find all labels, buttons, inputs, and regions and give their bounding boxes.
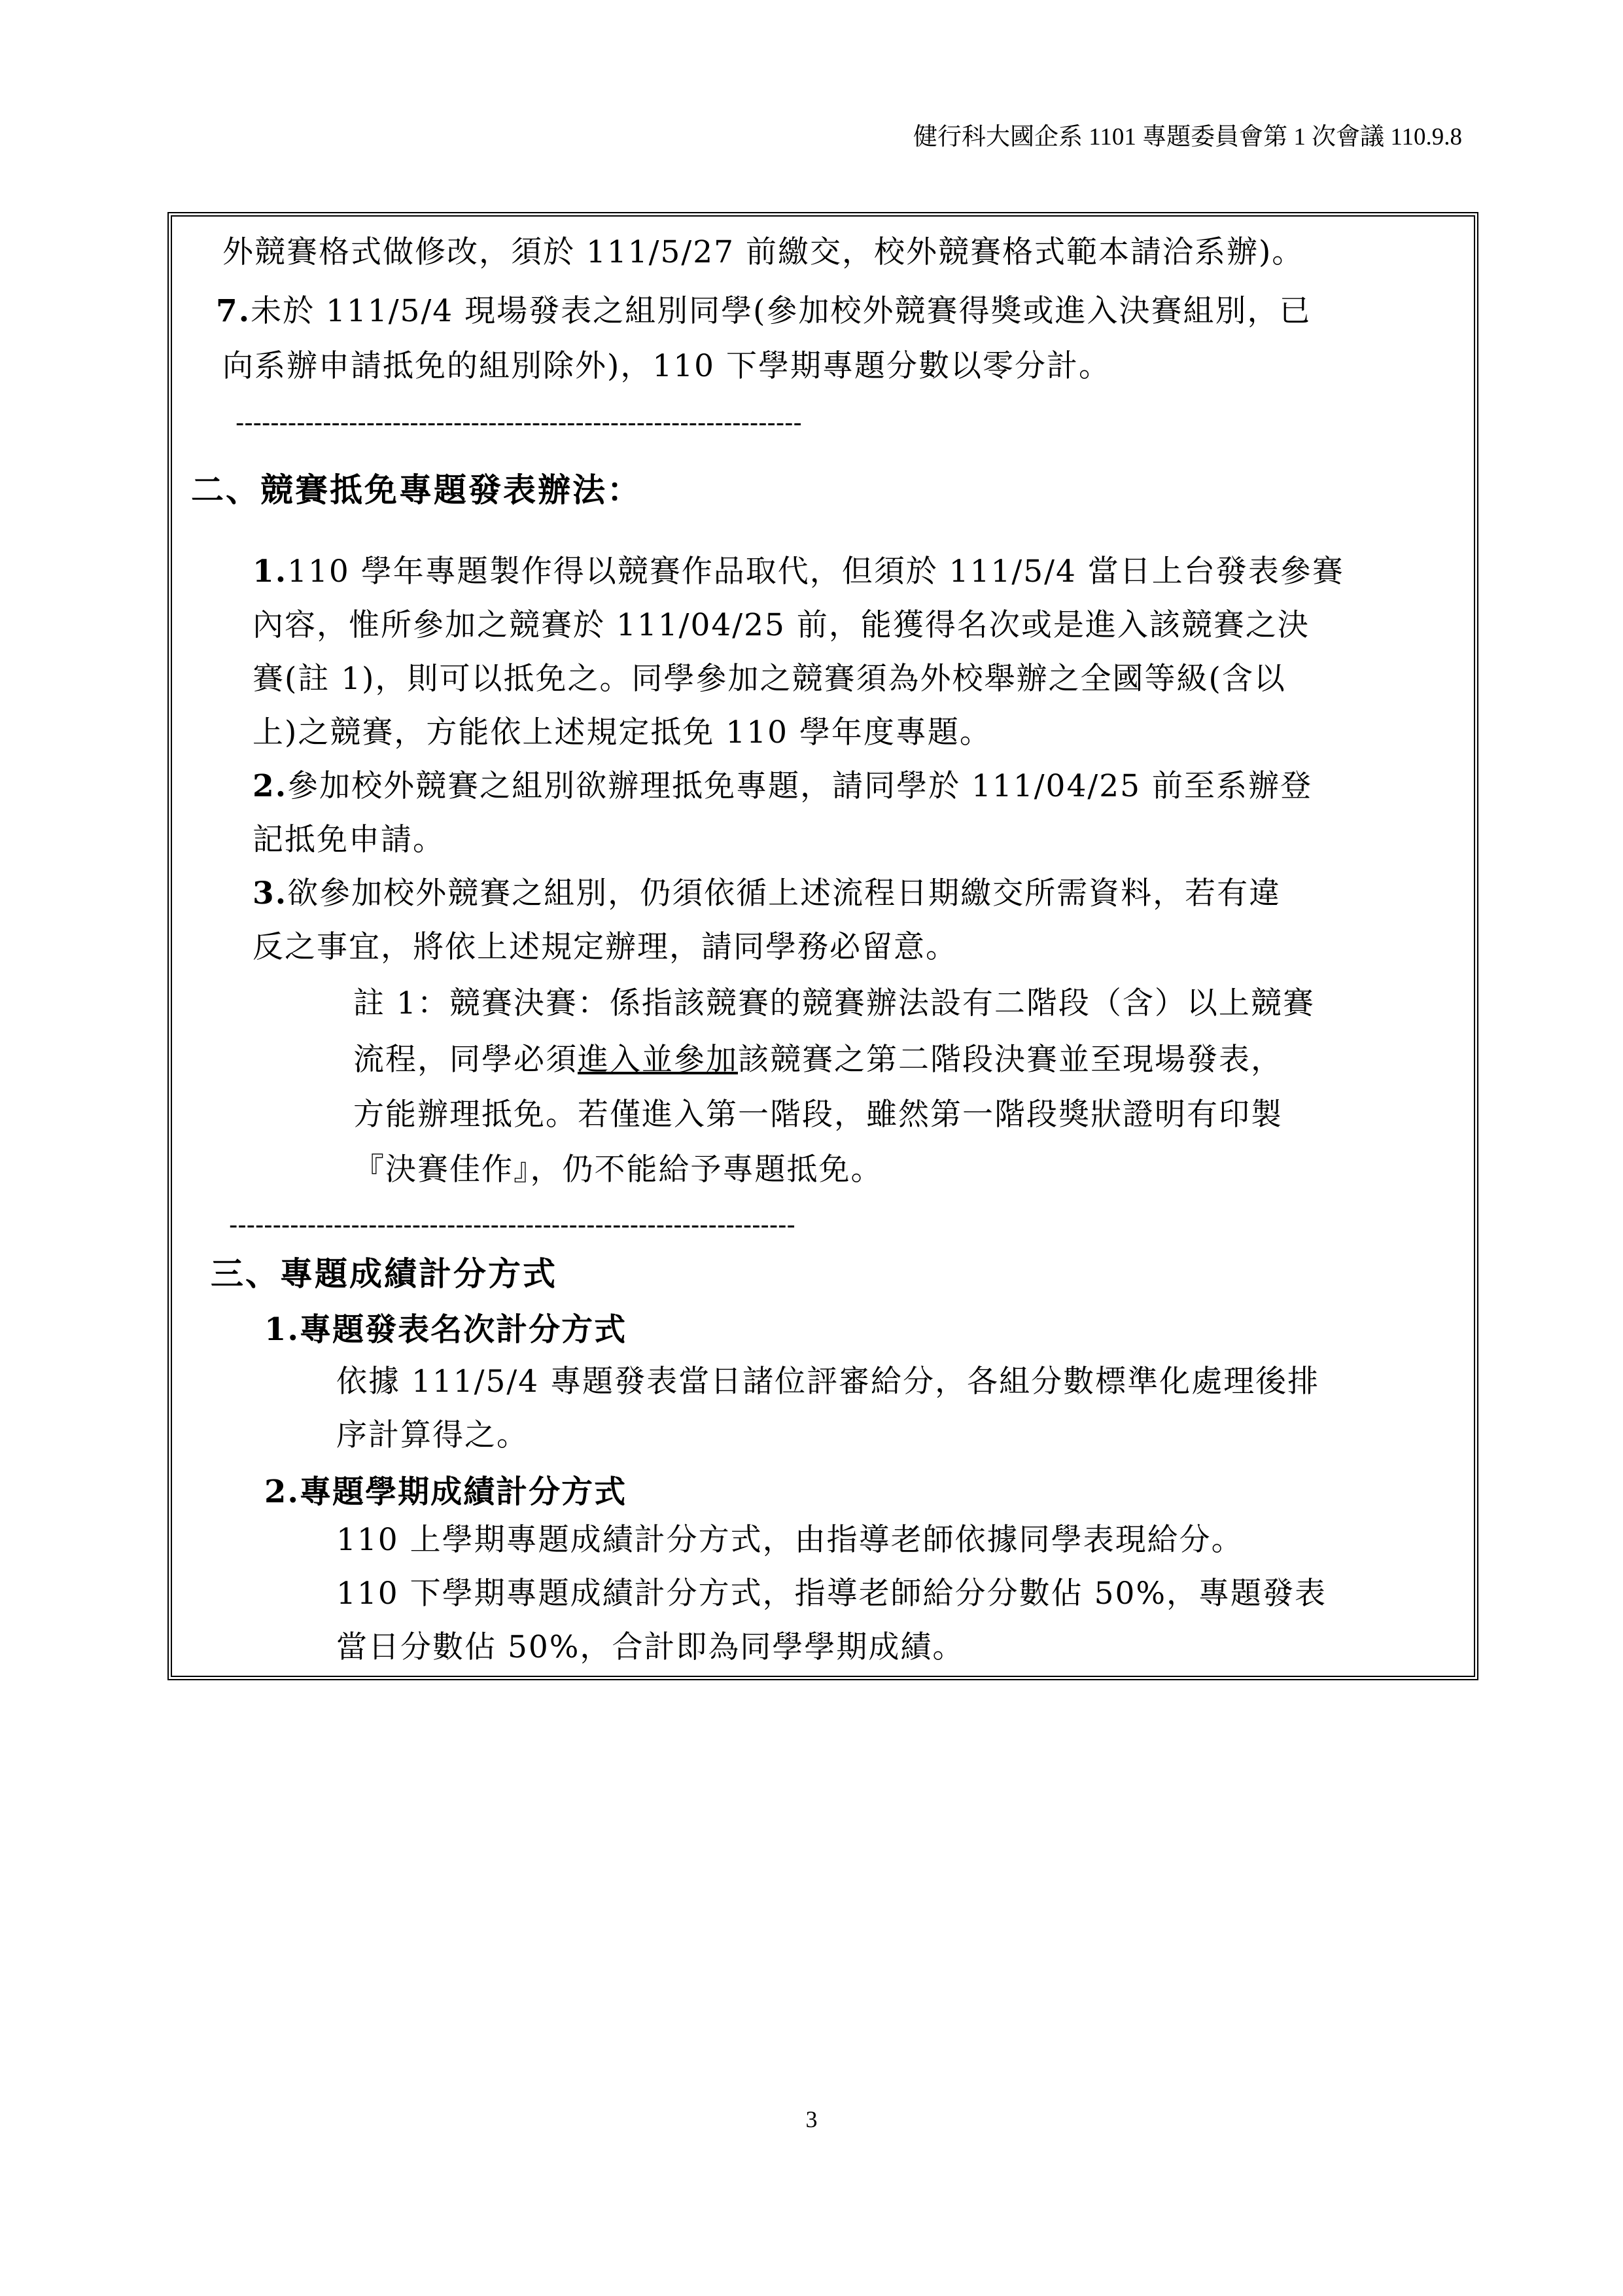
section2-item3-number: 3.: [253, 875, 288, 911]
note1-line3: 方能辦理抵免。若僅進入第一階段，雖然第一階段獎狀證明有印製: [353, 1097, 1283, 1133]
section2-item2-line2: 記抵免申請。: [253, 822, 445, 858]
section2-heading: 二、競賽抵免專題發表辦法：: [191, 470, 642, 509]
section3-sub1-line1: 依據 111/5/4 專題發表當日諸位評審給分，各組分數標準化處理後排: [336, 1364, 1320, 1400]
section2-item1-number: 1.: [253, 554, 288, 590]
item7-number: 7.: [216, 293, 251, 329]
note1-underlined-text: 進入並參加: [578, 1042, 738, 1078]
item7-text: 未於 111/5/4 現場發表之組別同學(參加校外競賽得獎或進入決賽組別，已: [251, 293, 1312, 329]
section2-item2-line1: [253, 767, 1312, 806]
page-number: 3: [805, 2106, 818, 2132]
section2-item1-line4: 上)之競賽，方能依上述規定抵免 110 學年度專題。: [253, 715, 992, 751]
section-divider-2: -----------------------------------------------------------------: [229, 1210, 795, 1239]
section1-continued-line: 外競賽格式做修改，須於 111/5/27 前繳交，校外競賽格式範本請洽系辦)。: [222, 234, 1304, 270]
section3-heading: 三、專題成績計分方式: [211, 1254, 557, 1293]
item7-line1: [216, 292, 1311, 331]
section3-sub2-heading: 2.專題學期成績計分方式: [264, 1474, 627, 1510]
section2-item1-line2: 內容，惟所參加之競賽於 111/04/25 前，能獲得名次或是進入該競賽之決: [253, 607, 1310, 643]
section3-sub1-line2: 序計算得之。: [336, 1417, 529, 1453]
section3-sub2-line3: 當日分數佔 50%，合計即為同學學期成績。: [336, 1629, 965, 1665]
note1-line2: [353, 1040, 1283, 1080]
section2-item3-line1: [253, 874, 1281, 913]
note1-line2-post: 該競賽之第二階段決賽並至現場發表，: [738, 1042, 1283, 1078]
item7-line2: 向系辦申請抵免的組別除外)，110 下學期專題分數以零分計。: [222, 348, 1111, 384]
section3-sub2-line2: 110 下學期專題成績計分方式，指導老師給分分數佔 50%，專題發表: [336, 1576, 1327, 1612]
section2-item3-line2: 反之事宜，將依上述規定辦理，請同學務必留意。: [253, 929, 958, 965]
note1-line4: 『決賽佳作』，仍不能給予專題抵免。: [353, 1152, 883, 1188]
section2-item2-text: 參加校外競賽之組別欲辦理抵免專題，請同學於 111/04/25 前至系辦登: [287, 768, 1312, 804]
section2-item3-text: 欲參加校外競賽之組別，仍須依循上述流程日期繳交所需資料，若有違: [287, 875, 1282, 911]
section3-sub1-heading: 1.專題發表名次計分方式: [264, 1311, 627, 1348]
section3-sub2-line1: 110 上學期專題成績計分方式，由指導老師依據同學表現給分。: [336, 1522, 1244, 1558]
section2-item1-text: 110 學年專題製作得以競賽作品取代，但須於 111/5/4 當日上台發表參賽: [287, 554, 1344, 590]
section2-item1-line3: 賽(註 1)，則可以抵免之。同學參加之競賽須為外校舉辦之全國等級(含以: [253, 661, 1286, 697]
document-header: 健行科大國企系 1101 專題委員會第 1 次會議 110.9.8: [913, 124, 1462, 150]
section-divider-1: -----------------------------------------------------------------: [236, 408, 802, 437]
section2-item2-number: 2.: [253, 768, 288, 804]
note1-line2-pre: 流程，同學必須: [353, 1042, 578, 1078]
note1-line1: 註 1：競賽決賽：係指該競賽的競賽辦法設有二階段（含）以上競賽: [353, 985, 1315, 1021]
section2-item1-line1: [253, 552, 1344, 592]
